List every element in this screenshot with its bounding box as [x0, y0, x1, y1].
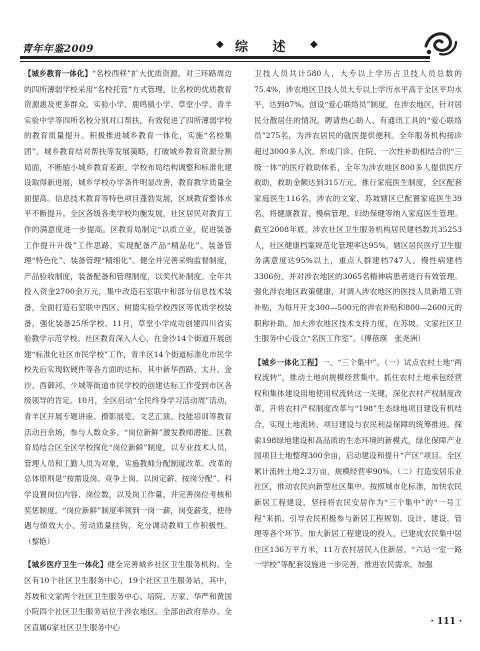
right-column [254, 66, 462, 573]
section-heading: 【城乡一体化工程】 [254, 357, 322, 367]
page-number: · 111 · [430, 617, 462, 627]
section-heading: 【城乡教育一体化】 [24, 69, 93, 78]
paragraph-healthcare-continued [254, 66, 462, 347]
header-rule-thin [20, 61, 430, 62]
left-diamond-icon: ◆ [216, 39, 224, 50]
section-heading: 【城乡医疗卫生一体化】 [24, 560, 108, 570]
paragraph-text: “名校西移”扩大优质资源。对三环路周边的四所薄弱学校采用“名校托管”方式管理，让名校的优质教育资源惠及更多群众。实验小学、鹿鸣镇小学、草堂小学、青羊实验中学等四所名校分别对口帮扶，有效促进了四所薄弱学校的教育质量提升。积极推进城乡教育一体化，实施“名校集团”、城乡教育结对帮扶等发展策略，打破城乡教育资源分割局面，不断缩小城乡教育差距。学校布局结构调整和标准化建设取得新进展，城乡学校办学条件明显改善，教育教学质量全面提高。信息技术教育等特色项目蓬勃发展，区域教育整体水平不断提升。全区各级各类学校均衡发展，社区居民对教育工作的满意度进一步提高。区教育局制定“以质立业，促进装备工作提升升级”工作思路，实现配备产品“精品化”、装备管理“特色化”、装备管理“精细化”。健全并完善采购监督制度，产品验收制度，装备配备和管理制度，以奖代补制度。全年共投入资金2700余万元，集中改造石室联中和部分信息技术装备，全面打造石室联中西区、树德实验学校西区等优质学校装备，强化装备25所学校。11月，草堂小学成功创建四川省实验教学示范学校。社区教育深入人心，在金沙14个街道开展创建“标准化社区市民学校”工作，青羊区14个街道标准化市民学校先后实现软硬件等各方面的达标，其中新华西路、太升、金沙、西御河、少城等街道市民学校的创建达标工作受到市区各级领导的肯定。10月，全区启动“全民终身学习活动周”活动，青羊区开展专题讲座、摄影展览、文艺汇演、技能培训等教育活动百余场，参与人数众多。“岗位新鲜”激发教师潜能。区教育局结合区全区学校探化“岗位新鲜”制度，以专业技术人员，管理人员和工勤人员为对象，实施教师分配制度改革。改革的总体原则是“按需设岗、竞争上岗、以岗定薪、按岗分配”。科学设置岗位内容、岗位数，以及岗工作量，并完善岗位考核和奖惩制度。“岗位新鲜”制度率领到一岗一薪，岗变薪变，使待遇与绩效大小、劳动质量挂钩，充分调动教师工作积极性。（黎艳） [24, 69, 232, 546]
right-diamond-icon: ◆ [310, 39, 318, 50]
paragraph-education [24, 66, 232, 549]
paragraph-text: 卫技人员共计580人，大专以上学历占卫技人员总数的75.4%，涉农地区卫技人员大专以上学历水平高于全区平均水平，达到87%。创设“爱心联络员”制度，在涉农地区，针对居民分散居住的情况，聘请热心助人、有通讯工具的“爱心联络员”275名，为涉农居民的就医提供便利。全年服务机构接诊超过3000多人次。形成门诊、住院、一次性补助相结合的“三级一体”的医疗救助体系，全年为涉农地区800多人提供医疗救助，救助金额达到315万元。推行家庭医生制度，全区配套家庭医生116名，涉农的文家、苏坡辖区已配置家庭医生39名，将健康教育、慢病管理、妇幼保健等纳入家庭医生管理。截至2008年底，涉农社区卫生服务机构居民建档数共35253人，社区健康档案规范化管理率达95%，辖区居民医疗卫生服务满意度达95%以上，重点人群建档747人。慢性病建档3306份。并对涉农地区的3065名精神病患者进行有效管理。强化涉农地区政策健康，对调入涉农地区的医技人员新增工资补贴，为每月开支300—500元的涉农补贴和800—2600元的职称补助。加大涉农地区技术支持力度，在苏坡、文家社区卫生服务中心设立“名医工作室”。（傅蓓瑛 张尧洲） [254, 69, 462, 344]
page-header [20, 30, 460, 60]
yearbook-title: 青年年鉴2009 [22, 44, 94, 55]
header-rule-thick [20, 56, 430, 59]
paragraph-integration-project [254, 355, 462, 573]
left-column [24, 66, 232, 635]
paragraph-healthcare [24, 557, 232, 635]
yearbook-logo-icon [420, 26, 460, 60]
paragraph-text: 一、“三个集中”。（一）试点农村土地“两权流转”，推动土地向规模经营集中。抓住农村土地承包经营权和集体建设用地使用权流转这一关键，深化农村产权制度改革，开将农村产权制度改革与“198”生态绿地项目建设有机结合，实现土地流转、项目建设与农民利益保障的统筹推进。探索198绿地建设和高品质的生态环境的新模式，绿化保障产业园项目土地整理300余亩，启动建设和提升“产区”项目。全区累计流转土地2.2万亩，规模经营率90%。（二）打造安居乐业社区，推动农民向新型社区集中。按照城市化标准，加快农民新居工程建设，坚持将农民安居作为“三个集中”的“一号工程”来抓。引导农民积极参与新居工程规划、设计、建设、管理等各个环节。加大新居工程建设的投入，已建成农民集中居住区136万平方米，11万农村居民入住新居。“六站一室一路一学校”等配套设施进一步完善，推进农民需求，加强 [254, 357, 462, 570]
paragraph-text: 健全完善城乡社区卫生服务机构。全区有10个社区卫生服务中心，19个社区卫生服务站，其中，苏坡和文家两个社区卫生服务中心、培院、万家、华严和黄国小院四个社区卫生服务站位于涉农地区。全部由政府举办。全区直属6家社区卫生服务中心 [24, 560, 232, 632]
section-title: 综 述 [235, 40, 296, 55]
